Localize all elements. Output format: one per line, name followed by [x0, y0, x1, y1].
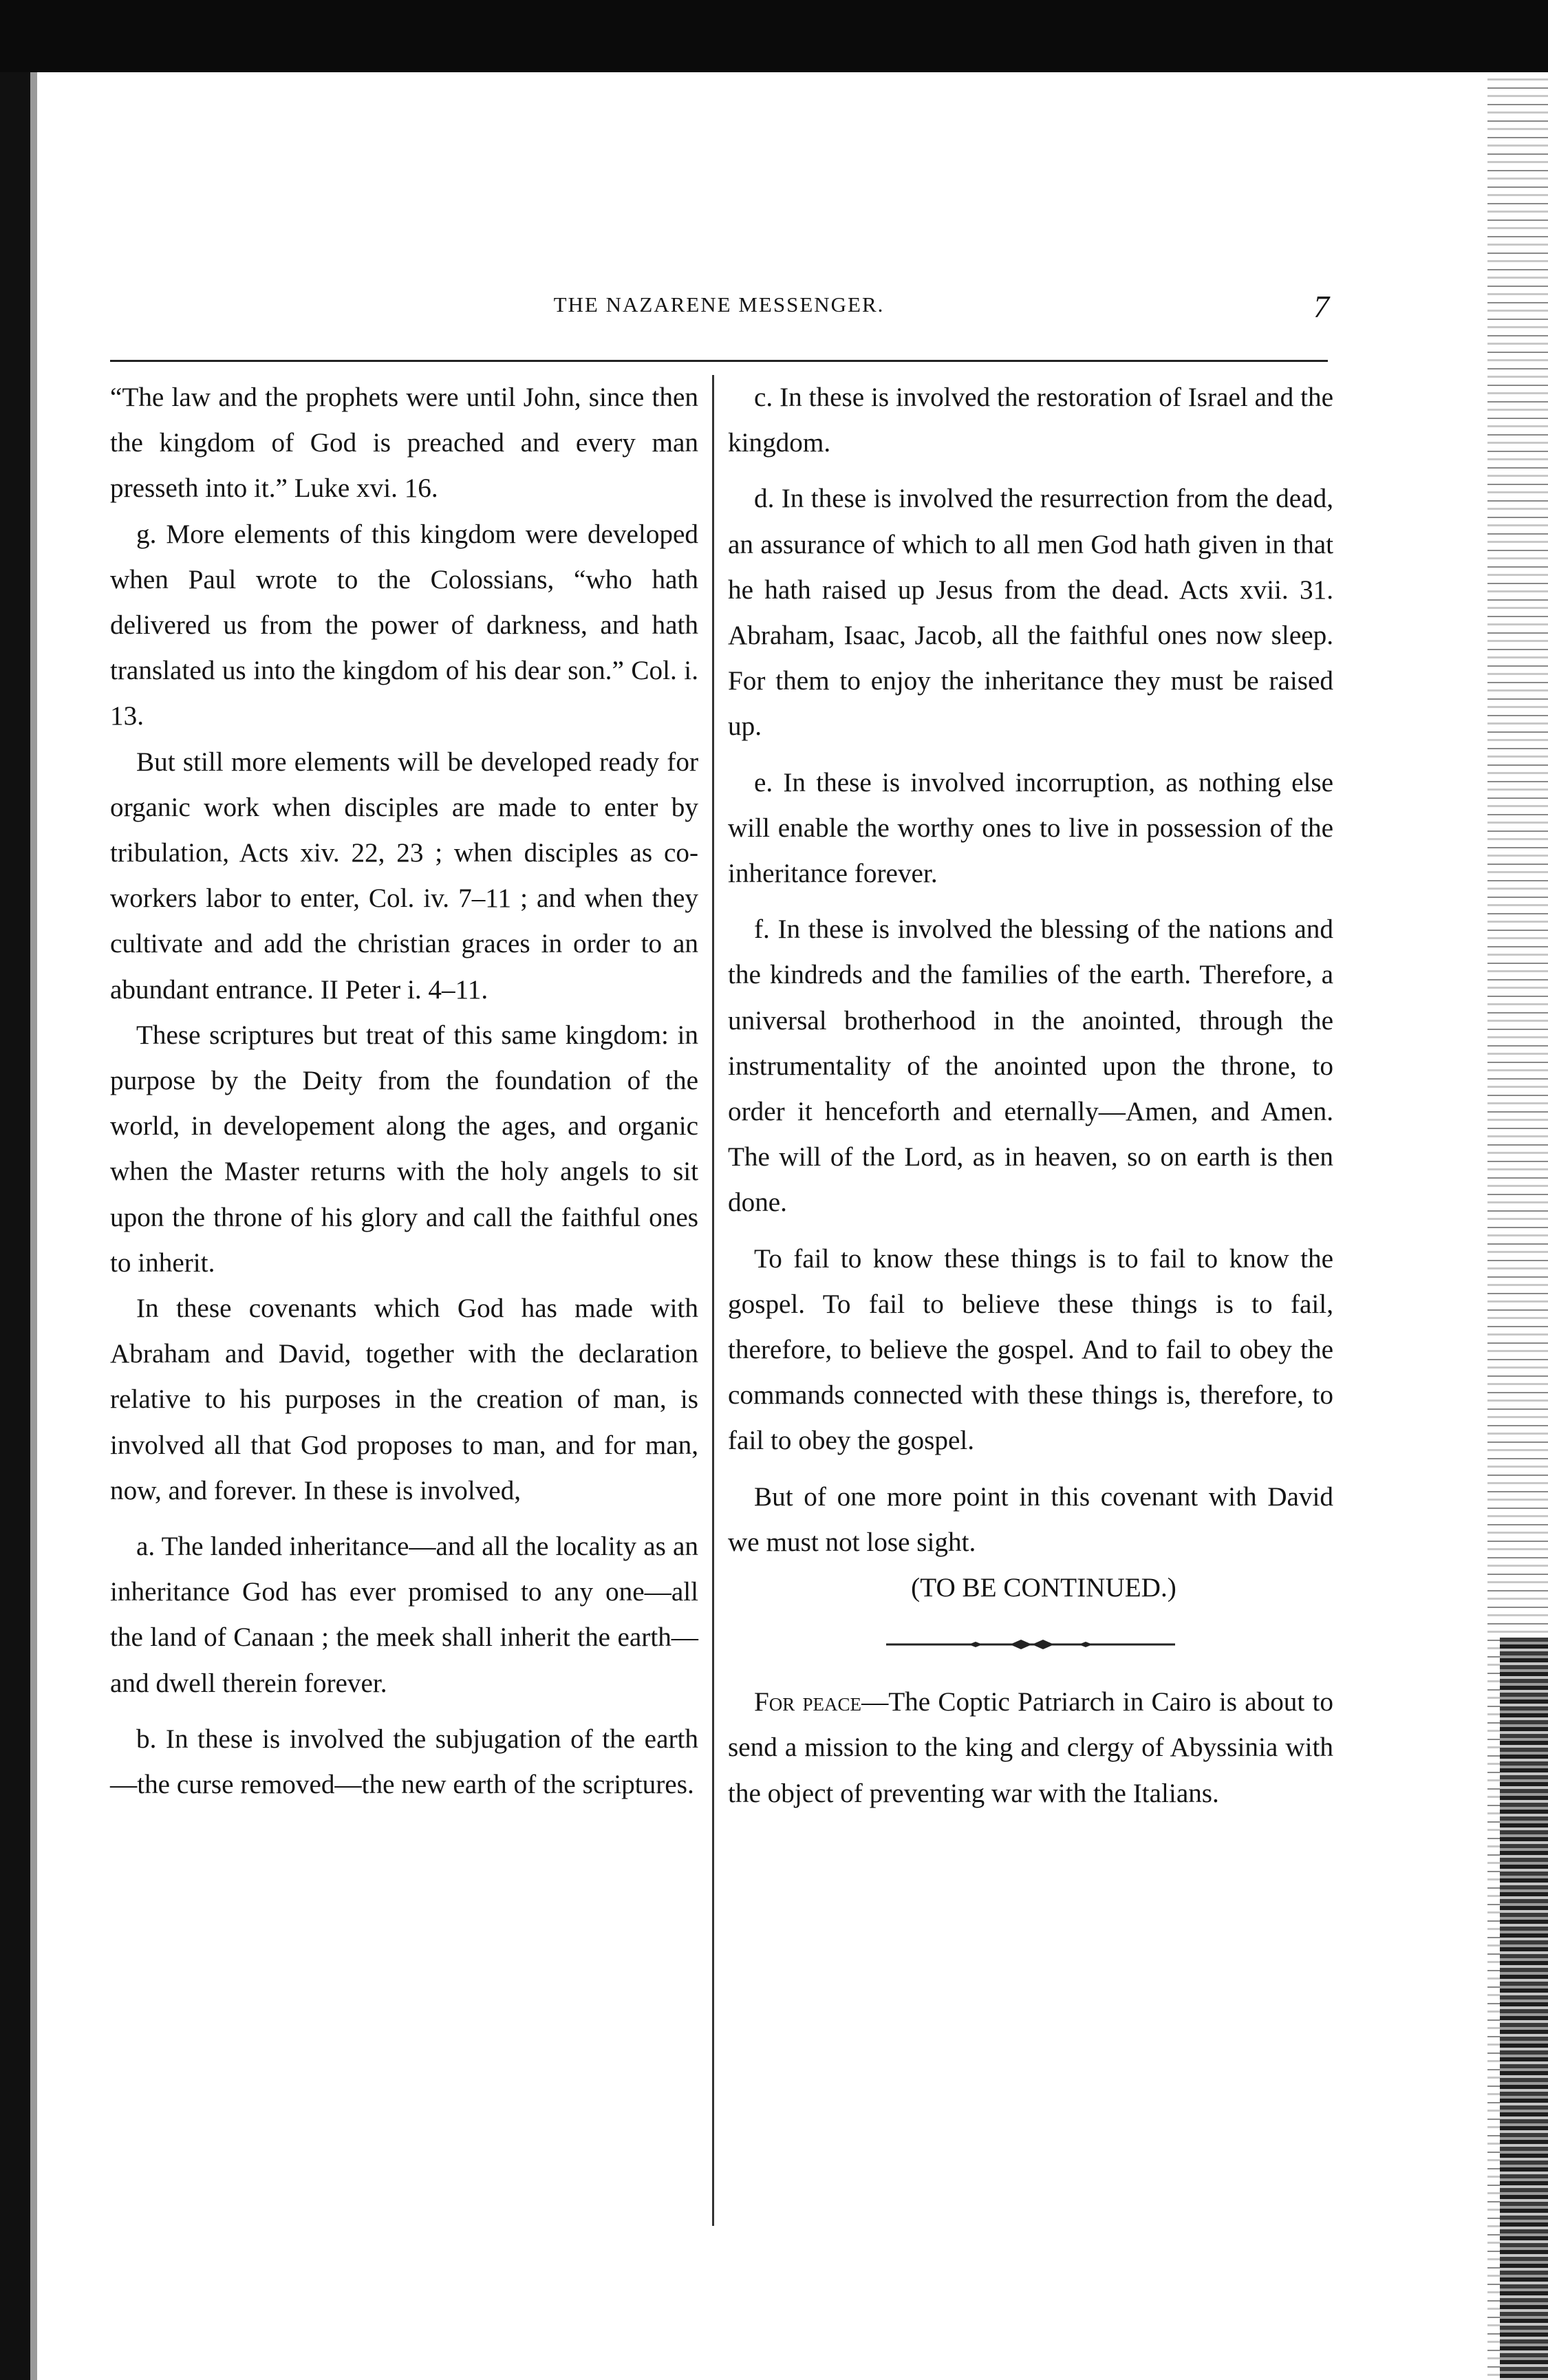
- scan-right-border-dark: [1500, 1638, 1548, 2380]
- paragraph: But still more elements will be developed ready for organic work when disciples are made to enter by tribulation, Acts xiv. 22, 23 ; when disciples as co-workers labor to enter, Col. iv. 7–11 ; and when they cultivate and add the christian graces in order to an abundant entrance. II Peter i. 4–11.: [110, 747, 698, 1005]
- scan-left-border-shade: [30, 72, 37, 2380]
- paragraph: b. In these is involved the subjugation of the earth—the curse removed—the new earth of the scriptures.: [110, 1724, 698, 1800]
- paragraph: a. The landed inheritance—and all the locality as an inheritance God has ever promised to any one—all the land of Canaan ; the meek shall inherit the earth—and dwell therein forever.: [110, 1532, 698, 1698]
- news-item-lead: For peace: [754, 1687, 862, 1717]
- paragraph: f. In these is involved the blessing of the nations and the kindreds and the families of the earth. Therefore, a universal brotherhood in the anointed, through the instrumentality of the anointed upon the throne, to order it henceforth and eternally—Amen, and Amen. The will of the Lord, as in heaven, so on earth is then done.: [728, 914, 1333, 1218]
- header-rule: [110, 360, 1328, 362]
- paragraph: d. In these is involved the resurrection from the dead, an assurance of which to all men God hath given in that he hath raised up Jesus from the dead. Acts xvii. 31. Abraham, Isaac, Jacob, all the faithful ones now sleep. For them to enjoy the inheritance they must be raised up.: [728, 484, 1333, 742]
- divider-ornament: [886, 1637, 1175, 1652]
- scan-left-border: [0, 72, 30, 2380]
- page-header: [103, 289, 1335, 334]
- left-column: [110, 375, 698, 1808]
- column-divider: [712, 375, 714, 2226]
- paragraph: c. In these is involved the restoration of Israel and the kingdom.: [728, 383, 1333, 458]
- news-item: [728, 1680, 1333, 1816]
- paragraph: “The law and the prophets were until John, since then the kingdom of God is preached and every man presseth into it.” Luke xvi. 16.: [110, 383, 698, 504]
- page-number: 7: [1313, 289, 1329, 324]
- continued-note: (TO BE CONTINUED.): [911, 1573, 1176, 1603]
- paragraph: But of one more point in this covenant with David we must not lose sight.: [728, 1481, 1333, 1557]
- paragraph: g. More elements of this kingdom were developed when Paul wrote to the Colossians, “who hath delivered us from the power of darkness, and hath translated us into the kingdom of his dear son.” Col. i. 13.: [110, 519, 698, 731]
- paragraph: To fail to know these things is to fail to know the gospel. To fail to believe these things is to fail, therefore, to believe the gospel. And to fail to obey the commands connected with these things is, therefore, to fail to obey the gospel.: [728, 1243, 1333, 1456]
- right-column: [728, 375, 1333, 1816]
- running-title: THE NAZARENE MESSENGER.: [553, 292, 885, 317]
- scan-top-border: [0, 0, 1548, 72]
- paragraph: e. In these is involved incorruption, as nothing else will enable the worthy ones to live in possession of the inheritance forever.: [728, 767, 1333, 889]
- news-item-text: —The Coptic Patriarch in Cairo is about to send a mission to the king and clergy of Abyssinia with the object of preventing war with the Italians.: [728, 1687, 1334, 1808]
- paragraph: In these covenants which God has made with Abraham and David, together with the declaration relative to his purposes in the creation of man, is involved all that God proposes to man, and for man, now, and forever. In these is involved,: [110, 1294, 698, 1505]
- paragraph: These scriptures but treat of this same kingdom: in purpose by the Deity from the foundation of the world, in developement along the ages, and organic when the Master returns with the holy angels to sit upon the throne of his glory and call the faithful ones to inherit.: [110, 1020, 698, 1278]
